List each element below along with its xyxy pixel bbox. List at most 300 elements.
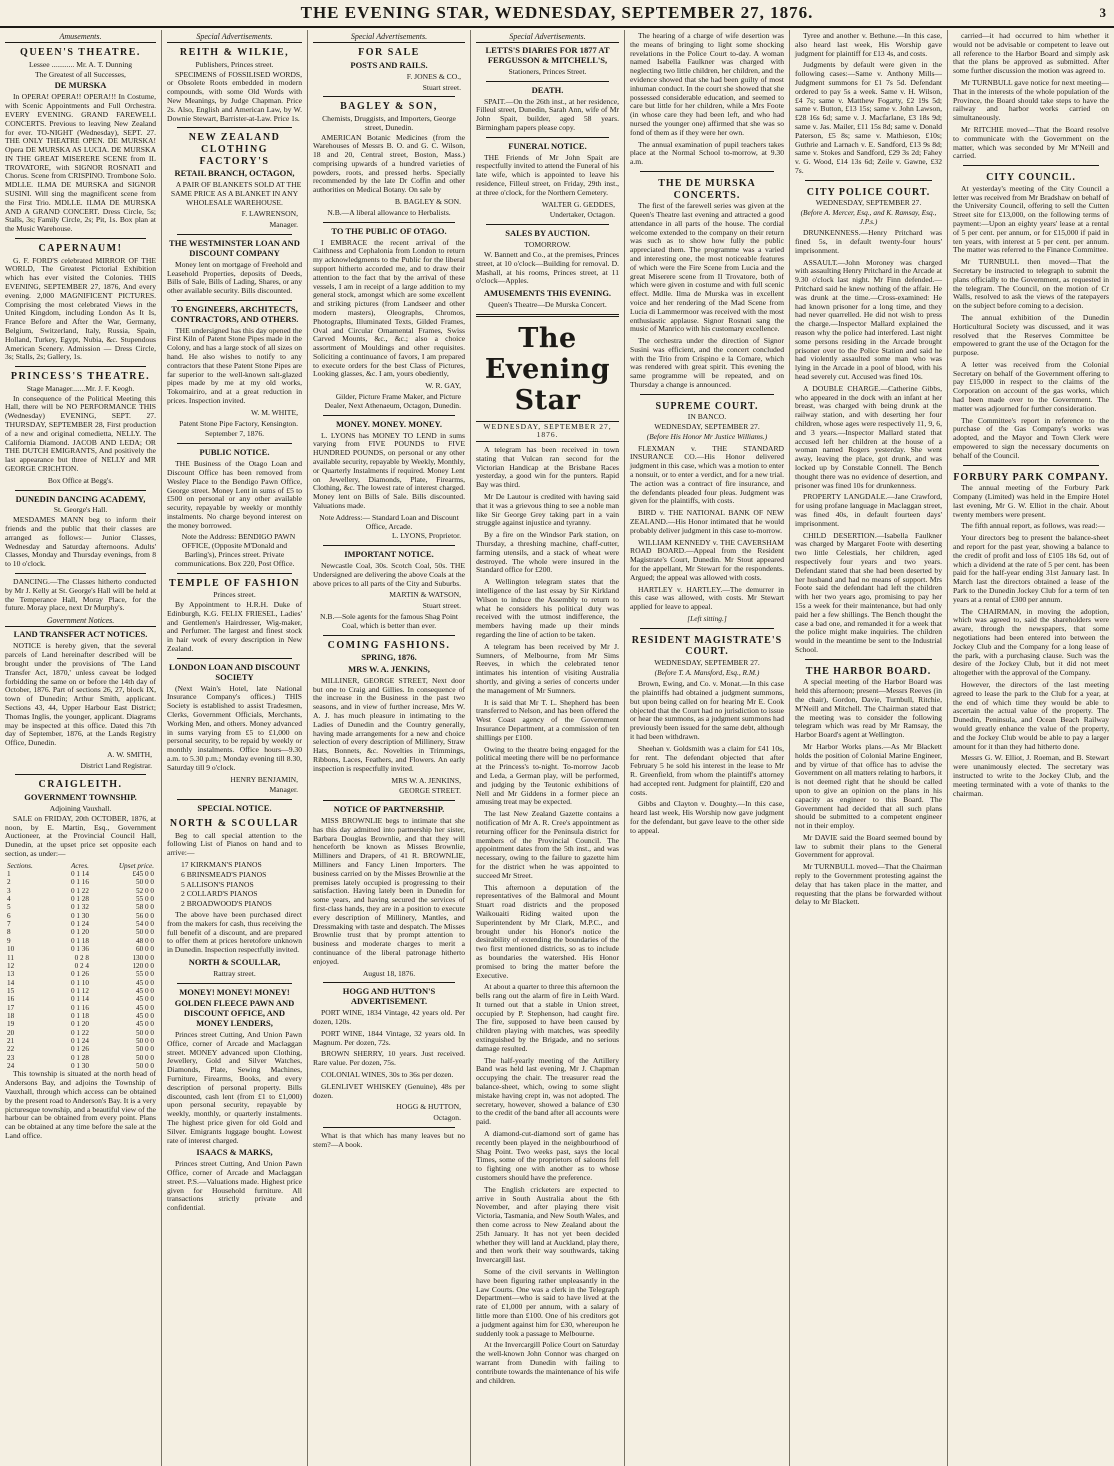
ad-heading: GOLDEN FLEECE PAWN AND DISCOUNT OFFICE, AND MONEY LENDERS, bbox=[174, 998, 295, 1029]
table-cell: 9 bbox=[7, 936, 11, 945]
ad-body: THE Business of the Otago Loan and Discount Office has been removed from Wesley Place to the Bendigo Pawn Office, George street. Money Lent in sums of £5 to £500 on personal or any other available security, repayable by weekly or monthly instalments. No charge beyond interest on the money borrowed. bbox=[167, 459, 302, 530]
divider bbox=[486, 137, 609, 138]
news-paragraph: Mr TURNBULL then moved—That the Secretary be instructed to telegraph to submit the plans officially to the Government, as requested in the telegram. The Council, on the motion of Cr Walls, resolved to ask the views of the ratepayers on the subject before coming to a decision. bbox=[953, 257, 1109, 311]
ad-body: By Appointment to H.R.H. Duke of Edinburgh, K.G. FELIX FRIESEL, Ladies' and Gentlemen's Hairdresser, Wig-maker, and Perfumer. The largest and finest stock in hair work of every description in New Zealand. bbox=[167, 600, 302, 654]
table-cell: 0 1 20 bbox=[70, 1020, 89, 1029]
column-3 bbox=[308, 30, 471, 1466]
table-cell: 54 0 0 bbox=[136, 920, 154, 929]
nameplate: The Evening Star bbox=[484, 322, 611, 417]
report-heading: SUPREME COURT. bbox=[655, 400, 759, 412]
news-paragraphs bbox=[795, 678, 942, 907]
signature: MARTIN & WATSON, bbox=[389, 590, 461, 600]
table-cell: 0 1 28 bbox=[70, 895, 89, 904]
table-body bbox=[5, 870, 156, 1070]
news-paragraph: PORT WINE, 1844 Vintage, 32 years old. In Magnum. Per dozen, 72s. bbox=[313, 1028, 465, 1047]
table-cell: 0 1 20 bbox=[70, 928, 89, 937]
divider bbox=[323, 982, 455, 983]
news-paragraphs bbox=[630, 445, 784, 612]
news-paragraph: HARTLEY v. HARTLEY.—The demurrer in this case was allowed, with costs. Mr Stewart applied for leave to appeal. bbox=[630, 584, 784, 612]
ad-body: THE undersigned has this day opened the First Kiln of Patent Stone Pipes made in the Colony, and has a large stock of all sizes on hand. He also wishes to notify to any contractors that these Patent Stone Pipes are far superior to the well-known salt-glazed pipes made by me at my old works, Tokomairiro, and at a great reduction in prices. Inspection invited. bbox=[167, 325, 302, 406]
news-paragraph: A DOUBLE CHARGE.—Catherine Gibbs, who appeared in the dock with an infant at her breast, was charged with being drunk at the railway station, and with deserting her four children, whose ages were respectively 11, 9, 6, and 3 years.—Inspector Mallard stated that accused left her children at the house of a woman named Rogers yesterday. She went away, leaving the place, got drunk, and was locked up by Constable Connell. The Bench thought there was no evidence of desertion, and prisoner was fined 10s for drunkenness. bbox=[795, 383, 942, 490]
news-paragraph: Mr De Lautour is credited with having said that it was a grievous thing to see a noble man like Sir George Grey taking part in a vain struggle against injustice and tyranny. bbox=[476, 492, 619, 528]
table-row bbox=[5, 937, 156, 945]
table-cell: 50 0 0 bbox=[136, 1028, 154, 1037]
table-cell: 20 bbox=[7, 1028, 15, 1037]
table-cell: 130 0 0 bbox=[132, 953, 154, 962]
ad-heading: THE WESTMINSTER LOAN AND DISCOUNT COMPANY bbox=[169, 238, 300, 258]
news-paragraph: Mr DAVIE said the Board seemed bound by law to submit their plans to the General Government for approval. bbox=[795, 832, 942, 860]
signature: District Land Registrar. bbox=[80, 760, 152, 770]
news-paragraph: PROPERTY LANGDALE.—Jane Crawford, for using profane language in Maclaggan street, was fined 40s, in default fourteen days' imprisonment. bbox=[795, 492, 942, 528]
report-note: (Before T. A. Mansford, Esq., R.M.) bbox=[654, 667, 760, 677]
news-paragraph: The annual exhibition of the Dunedin Horticultural Society was discussed, and it was resolved that the Reserves Committee be empowered to grant the use of the Octagon for the purpose. bbox=[953, 312, 1109, 358]
ad-line: Stationers, Princes Street. bbox=[508, 66, 587, 76]
news-paragraph: The orchestra under the direction of Signor Susini was efficient, and the concert concluded with the Trio from Crispino e la Comare, which was rendered with great spirit. This evening the same programme will be repeated, and on Thursday a change is announced. bbox=[630, 336, 784, 390]
ad-line: N.B.—Sole agents for the famous Shag Point Coal, which is better than ever. bbox=[320, 611, 458, 630]
signature: Stuart street. bbox=[422, 601, 461, 611]
news-paragraph: Messrs G. W. Elliot, J. Roeman, and B. Stewart were unanimously elected. The secretary was instructed to write to the Jockey Club, and the meeting terminated with a vote of thanks to the chairman. bbox=[953, 753, 1109, 798]
news-paragraph: The half-yearly meeting of the Artillery Band was held last evening, Mr J. Chapman occupying the chair. The treasurer read the balance-sheet, which, owing to some slight mistake having crept in, was not adopted. The secretary, however, showed a balance of £30 to the credit of the band after all accounts were paid. bbox=[476, 1055, 619, 1127]
table-row bbox=[5, 1012, 156, 1020]
table-cell: 17 bbox=[7, 1003, 15, 1012]
news-paragraphs bbox=[953, 185, 1109, 461]
table-cell: 0 1 22 bbox=[70, 1028, 89, 1037]
table-row bbox=[5, 1054, 156, 1062]
table-row bbox=[5, 954, 156, 962]
signature: Patent Stone Pipe Factory, Kensington. bbox=[179, 418, 298, 428]
ad-heading: PUBLIC NOTICE. bbox=[199, 447, 270, 458]
news-paragraph: The English cricketers are expected to arrive in South Australia about the 6th November, and after playing there visit Victoria, Tasmania, and New South Wales, and then come across to New Zealand about the 25th January. It has not yet been decided whether they will land at Auckland, play there, and then work their way southwards, taking Invercargill last. bbox=[476, 1184, 619, 1265]
section-heading: Government Notices. bbox=[5, 616, 156, 627]
table-cell: 15 bbox=[7, 986, 15, 995]
table-cell: 0 1 18 bbox=[70, 1011, 89, 1020]
section-heading: Amusements. bbox=[5, 32, 156, 43]
table-cell: 60 0 0 bbox=[136, 945, 154, 954]
divider bbox=[15, 366, 146, 367]
news-paragraph: The hearing of a charge of wife desertion was the means of bringing to light some shocking revelations in the Police Court to-day. A woman named Isabella Faulkner was charged with neglecting two little children, her children, and the evidence showed that she had been guilty of most inhuman conduct. In the court she showed that she possessed considerable education, and seemed to care but little for her children, while a Mrs Foote (in whose care they had been left, and who had nursed the younger one) affirmed that she was so fond of them as if they were her own. bbox=[630, 31, 784, 137]
table-cell: 0 1 14 bbox=[70, 870, 89, 879]
report-note: (Before His Honor Mr Justice Williams.) bbox=[646, 432, 768, 442]
table-cell: 0 1 16 bbox=[70, 1003, 89, 1012]
news-paragraph: PORT WINE, 1834 Vintage, 42 years old. Per dozen, 120s. bbox=[313, 1008, 465, 1026]
ad-heading: QUEEN'S THEATRE. bbox=[20, 47, 141, 59]
divider bbox=[486, 81, 609, 82]
news-paragraph: Tyree and another v. Bethune.—In this case, also heard last week, His Worship gave judgment for plaintiff for £13 4s, and costs. bbox=[795, 31, 942, 58]
ad-line: Princes street. bbox=[213, 590, 256, 600]
divider bbox=[963, 465, 1099, 466]
table-cell: 12 bbox=[7, 961, 15, 970]
column-4 bbox=[471, 30, 625, 1466]
report-date: WEDNESDAY, SEPTEMBER 27. bbox=[815, 198, 922, 208]
table-row bbox=[5, 878, 156, 886]
signature: A. W. SMITH, bbox=[107, 749, 152, 759]
news-paragraph: DRUNKENNESS.—Henry Pritchard was fined 5s, in default twenty-four hours' imprisonment. bbox=[795, 228, 942, 255]
masthead-title: THE EVENING STAR, WEDNESDAY, SEPTEMBER 27, 1876. bbox=[300, 3, 814, 22]
ad-heading: NEW ZEALAND CLOTHING FACTORY'S bbox=[188, 132, 281, 167]
table-cell: 0 1 12 bbox=[70, 986, 89, 995]
table-cell: 0 1 32 bbox=[70, 903, 89, 912]
divider bbox=[640, 394, 774, 395]
divider bbox=[323, 415, 455, 416]
news-paragraph: FLEXMAN v. THE STANDARD INSURANCE CO.—His Honor delivered judgment in this case, which was a motion to enter a nonsuit, or to enter a verdict, and for a new trial. The action was a contract of fire insurance, and the defendants pleaded four pleas. Judgment was given for the plaintiffs, with costs. bbox=[630, 443, 784, 506]
table-row bbox=[5, 920, 156, 928]
ad-body: G. F. FORD'S celebrated MIRROR OF THE WORLD, The Greatest Pictorial Exhibition which has ever visited the Colonies. THIS EVENING, SEPTEMBER 27, 1876, And every evening. 2,000 MAGNIFICENT PICTURES. Comprising the most celebrated Views in the United Kingdom, including London As It Is, France Before and After the War, Germany, Belgium, Switzerland, Italy, Russia, Spain, Holland, Turkey, Egypt, Nubia, &c. Stupendous American Scenery. Admission — Dress Circle, 3s; Stalls, 2s; Gallery, 1s. bbox=[5, 255, 156, 362]
divider bbox=[640, 628, 774, 629]
page-number: 3 bbox=[1099, 5, 1106, 20]
ad-heading: MONEY! MONEY! MONEY! bbox=[179, 986, 290, 997]
table-cell: 55 0 0 bbox=[136, 970, 154, 979]
ad-subheading: POSTS AND RAILS. bbox=[350, 59, 428, 70]
divider bbox=[486, 224, 609, 225]
table-cell: 0 2 8 bbox=[74, 953, 89, 962]
table-header bbox=[5, 862, 156, 870]
news-paragraph: Mr RITCHIE moved—That the Board resolve to communicate with the Government on the matter, which was seconded by Mr M'Neill and carried. bbox=[953, 124, 1109, 161]
table-row bbox=[5, 870, 156, 878]
news-paragraphs bbox=[630, 202, 784, 390]
divider bbox=[177, 127, 292, 128]
ad-heading: IMPORTANT NOTICE. bbox=[344, 549, 434, 560]
notice-body: SPAIT.—On the 26th inst., at her residence, Filleul street, Dunedin, Sarah Ann, wife of Mr John Spait, builder, aged 58 years. Birmingham papers please copy. bbox=[476, 96, 619, 133]
news-paragraphs bbox=[953, 484, 1109, 798]
notice-heading: DEATH. bbox=[531, 84, 564, 95]
table-cell: 16 bbox=[7, 995, 15, 1004]
divider bbox=[323, 222, 455, 223]
table-row bbox=[5, 945, 156, 953]
signature: HENRY BENJAMIN, bbox=[230, 774, 298, 784]
signature: F. LAWRENSON, bbox=[241, 209, 298, 219]
news-paragraph: BROWN SHERRY, 10 years. Just received. Rare value. Per dozen, 75s. bbox=[313, 1049, 465, 1068]
table-cell: 21 bbox=[7, 1036, 15, 1045]
notice-heading: LAND TRANSFER ACT NOTICES. bbox=[13, 629, 148, 640]
signature: Gilder, Picture Frame Maker, and Picture Dealer, Next Athenaeum, Octagon, Dunedin. bbox=[324, 392, 461, 410]
list-item: 2 BROADWOOD'S PIANOS bbox=[181, 899, 272, 909]
ad-line: September 7, 1876. bbox=[204, 429, 265, 439]
ad-line: Note Address:— Standard Loan and Discount Office, Arcade. bbox=[319, 512, 459, 531]
list-item: 6 BRINSMEAD'S PIANOS bbox=[181, 869, 267, 879]
signature: HOGG & HUTTON, bbox=[396, 1102, 461, 1112]
news-paragraph: By a fire on the Windsor Park station, on Thursday, a threshing machine, chaff-cutter, farming utensils, and a stack of wheat were destroyed. The whole were insured in the Standard office for £200. bbox=[476, 530, 619, 575]
news-paragraphs bbox=[476, 446, 619, 1385]
news-paragraph: A Wellington telegram states that the intelligence of the last essay by Sir Kirkland Wilson to induce the Assembly to return to what he considers his political duty was received with the utmost indifference, the members having made up their minds regarding the line of action to be taken. bbox=[476, 577, 619, 640]
ad-body: Note the Address: BENDIGO PAWN OFFICE, (Opposite M'Donald and Barling's), Princes street. Private communications. Box 220, Post Office. bbox=[174, 532, 296, 568]
notice-subheading: GOVERNMENT TOWNSHIP. bbox=[24, 792, 137, 803]
signature: GEORGE STREET. bbox=[399, 786, 461, 796]
news-paragraph: Sheehan v. Goldsmith was a claim for £41 10s, for rent. The defendant objected that after February 5 he sold his interest in the lease to Mr R. Greenfield, from whom the plaintiff's attorney had accepted rent. Judgment for plaintiff, £20 and costs. bbox=[630, 743, 784, 797]
table-cell: 50 0 0 bbox=[136, 1045, 154, 1054]
table-cell: 0 1 24 bbox=[70, 1036, 89, 1045]
ad-heading: TEMPLE OF FASHION bbox=[168, 577, 301, 589]
divider bbox=[323, 635, 455, 636]
ad-heading: HOGG AND HUTTON'S ADVERTISEMENT. bbox=[342, 986, 436, 1007]
report-heading: THE DE MURSKA CONCERTS. bbox=[658, 177, 756, 201]
report-heading: RESIDENT MAGISTRATE'S COURT. bbox=[631, 634, 783, 658]
news-paragraph: The fifth annual report, as follows, was read:— bbox=[961, 521, 1106, 531]
signature: Manager. bbox=[269, 220, 298, 230]
table-cell: 50 0 0 bbox=[136, 1061, 154, 1070]
ad-heading: PRINCESS'S THEATRE. bbox=[10, 371, 151, 383]
ad-body: AMERICAN Botanic Medicines (from the Warehouses of Messrs B. O. and G. C. Wilson, 18 and 20, Central street, Boston, Mass.) comprising upwards of a hundred varieties of powders, roots, and pressed herbs. Specially recommended by the late Dr Coffin and other authorities on Medical Botany. On sale by bbox=[313, 132, 465, 195]
notice-heading: AMUSEMENTS THIS EVENING. bbox=[483, 288, 612, 299]
divider bbox=[323, 1127, 455, 1128]
table-cell: 50 0 0 bbox=[136, 1053, 154, 1062]
divider bbox=[323, 96, 455, 97]
ad-body: (Next Wain's Hotel, late National Insurance Company's offices.) THIS Society is established to assist Tradesmen, Clerks, Government Officials, Merchants, Working Men, and others. Money advanced in sums varying from £5 to £1,000 on personal security, to be repaid by weekly or monthly instalments. Office hours—9.30 a.m. to 5.30 p.m.; Monday evening till 8.30, Saturday till 9 o'clock. bbox=[167, 683, 302, 772]
ad-line: Lessee ............ Mr. A. T. Dunning bbox=[28, 59, 133, 69]
ad-line: Adjoining Vauxhall. bbox=[49, 803, 112, 813]
report-date: WEDNESDAY, SEPTEMBER 27. bbox=[654, 657, 760, 667]
divider bbox=[805, 180, 932, 181]
ad-heading: FOR SALE bbox=[358, 47, 420, 59]
ad-body: Beg to call special attention to the following List of Pianos on hand and to arrive:— bbox=[167, 830, 302, 858]
notice-body: THE Friends of Mr John Spait are respectfully invited to attend the Funeral of his late wife, which is appointed to leave his residence, Filleul street, on Friday, 29th inst., at three o'clock, for the Northern Cemetery. bbox=[476, 152, 619, 197]
table-cell: 22 bbox=[7, 1045, 15, 1054]
news-paragraph: The Committee's report in reference to the purchase of the Gas Company's works was adopted, and the Mayor and Town Clerk were empowered to sign the necessary documents on behalf of the Council. bbox=[953, 415, 1109, 460]
report-date: WEDNESDAY, SEPTEMBER 27. bbox=[654, 422, 760, 432]
ad-line: TOMORROW. bbox=[524, 240, 571, 250]
table-cell: 50 0 0 bbox=[136, 928, 154, 937]
news-paragraph: Your directors beg to present the balance-sheet and report for the past year, showing a balance to the credit of profit and loss of £105 18s 6d, out of which a dividend at the rate of 5 per cent. has been paid for the half-year ending 31st January last. In March last the directors obtained a lease of the Park to the Dunedin Jockey Club for a term of ten years at a rental of £300 per annum. bbox=[953, 533, 1109, 604]
column-5 bbox=[625, 30, 790, 1466]
news-paragraph: At the Invercargill Police Court on Saturday the well-known John Connor was charged on warrant from Dunedin with failing to contribute towards the maintenance of his wife and children. bbox=[476, 1340, 619, 1385]
signature: F. JONES & CO., bbox=[406, 71, 461, 81]
news-paragraph: Some of the civil servants in Wellington have been figuring rather unpleasantly in the Law Courts. One was a clerk in the Telegraph Department—who is said to have lived at the rate of £1,000 per annum, with a salary of little more than £100. One of his creditors got a judgment against him for £30, whereupon he suddenly took a passage to Melbourne. bbox=[476, 1267, 619, 1338]
ad-body: DANCING.—The Classes hitherto conducted by Mr J. Kelly at St. George's Hall will be held at the Temperance Hall, Moray Place, for the future. Moray place, next Dr Murphy's. bbox=[5, 577, 156, 613]
news-paragraph: The CHAIRMAN, in moving the adoption, which was agreed to, said the shareholders were aware, through the newspapers, that some negotiations had been entered into between the Jockey Club and the Company for a long lease of the park, with a purchasing clause. Such was the desire of the Jockey Club, but it did not meet altogether with the approval of the Company. bbox=[953, 606, 1109, 678]
dateline: WEDNESDAY, SEPTEMBER 27, 1876. bbox=[476, 421, 619, 442]
ad-heading: CAPERNAUM! bbox=[38, 243, 123, 255]
table-cell: 19 bbox=[7, 1020, 15, 1029]
divider bbox=[15, 774, 146, 775]
divider bbox=[177, 658, 292, 659]
ad-heading: NORTH & SCOULLAR, bbox=[188, 956, 281, 967]
notice-body: W. Bannett and Co., at the premises, Princes street, at 10 o'clock—Building for removal. D. Mashall, at his rooms, Princes street, at 11 o'clock—Apples. bbox=[476, 249, 619, 286]
table-cell: 0 1 14 bbox=[70, 995, 89, 1004]
news-paragraph: carried—it had occurred to him whether it would not be advisable or competent to leave out all reference to the Harbor Board and simply ask that the plans be approved as submitted. After some further discussion the motion was agreed to. bbox=[953, 31, 1109, 76]
table-cell: 0 1 26 bbox=[70, 1045, 89, 1054]
table-cell: 1 bbox=[7, 870, 11, 879]
notice-heading: CRAIGLEITH. bbox=[38, 779, 123, 791]
ad-heading: TO THE PUBLIC OF OTAGO. bbox=[331, 225, 447, 236]
table-cell: 3 bbox=[7, 886, 11, 895]
table-cell: 7 bbox=[7, 920, 11, 929]
table-cell: 24 bbox=[7, 1061, 15, 1070]
column-1 bbox=[0, 30, 162, 1466]
divider bbox=[177, 234, 292, 235]
table-row bbox=[5, 903, 156, 911]
table-cell: 0 1 28 bbox=[70, 1053, 89, 1062]
signature: Octagon. bbox=[433, 1113, 461, 1123]
table-row bbox=[5, 912, 156, 920]
table-cell: 2 bbox=[7, 878, 11, 887]
column-header: Sections. bbox=[7, 861, 33, 870]
divider bbox=[323, 800, 455, 801]
table-row bbox=[5, 970, 156, 978]
ad-heading: MONEY. MONEY. MONEY. bbox=[335, 418, 443, 429]
table-cell: 0 1 16 bbox=[70, 878, 89, 887]
signature: WALTER G. GEDDES, bbox=[541, 199, 615, 209]
report-heading: THE HARBOR BOARD. bbox=[805, 665, 932, 677]
notice-heading: SALES BY AUCTION. bbox=[505, 228, 590, 239]
table-cell: 0 1 30 bbox=[70, 911, 89, 920]
table-cell: 45 0 0 bbox=[136, 1011, 154, 1020]
table-cell: 55 0 0 bbox=[136, 895, 154, 904]
ad-body: The above have been purchased direct from the makers for cash, thus receiving the full benefit of a discount, and are prepared to offer them at prices heretofore unknown in Dunedin. Inspection respectfully invited. bbox=[167, 909, 302, 955]
ad-line: Box Office at Begg's. bbox=[47, 475, 114, 485]
ad-heading: NORTH & SCOULLAR bbox=[169, 817, 300, 829]
news-paragraph: Mr TURNBULL gave notice for next meeting—That in the interests of the whole population of the Province, the Board should take steps to have the railway and harbor works carried on simultaneously. bbox=[953, 77, 1109, 123]
wine-list bbox=[313, 1009, 465, 1100]
section-heading: Special Advertisements. bbox=[313, 32, 465, 43]
table-cell: 0 2 4 bbox=[74, 961, 89, 970]
ad-heading: LETTS'S DIARIES FOR 1877 AT FERGUSSON & MITCHELL'S, bbox=[485, 45, 610, 66]
divider bbox=[805, 659, 932, 660]
sections-table bbox=[5, 862, 156, 1071]
news-paragraph: The last New Zealand Gazette contains a notification of Mr A. R. Cree's appointment as returning officer for the Peninsula district for members of the Provincial Council. The appointment dates from the 5th inst., and was necessary, owing to the failure to gazette him for the district when he was appointed to succeed Mr Street. bbox=[476, 809, 619, 880]
notice-body: NOTICE is hereby given, that the several parcels of Land hereinafter described will be brought under the provisions of 'The Land Transfer Act, 1870,' unless caveat be lodged forbidding the same on or before the 14th day of October, 1876. Part of sections 26, 27, block IX, town of Dunedin; Arthur Smith, applicant. Sections 43, 44, Upper Harbour East District; Thomas Inglis, the younger, applicant. Diagrams may be inspected at this office. Dated this 7th day of September, 1876, at the Lands Registry Office, Dunedin. bbox=[5, 641, 156, 748]
table-cell: 5 bbox=[7, 903, 11, 912]
news-paragraph: Gibbs and Clayton v. Doughty.—In this case, heard last week, His Worship now gave judgment for the defendant, but gave leave to the other side to appeal. bbox=[630, 799, 784, 835]
ad-body: Money lent on mortgage of Freehold and Leasehold Properties, deposits of Deeds, Bills of Sale, Bills of Lading, Shares, or any other available security. Bills discounted. bbox=[167, 259, 302, 296]
divider bbox=[323, 545, 455, 546]
table-cell: 45 0 0 bbox=[136, 978, 154, 987]
signature: Manager. bbox=[269, 785, 298, 795]
table-cell: 48 0 0 bbox=[136, 936, 154, 945]
ad-body: Newcastle Coal, 30s. Scotch Coal, 50s. THE Undersigned are delivering the above Coals at the above prices to all parts of the City and Suburbs. bbox=[313, 560, 465, 588]
ad-body: L. LYONS has MONEY TO LEND in sums varying from FIVE POUNDS to FIVE HUNDRED POUNDS, on personal or any other available security, repayable by Weekly, Monthly, or Quarterly Instalments if required. Money Lent on Jewellery, Diamonds, Plate, Firearms, Clothing, &c. The lowest rate of interest charged. Money lent on Bills of Sale. Bills discounted. Valuations made. bbox=[313, 430, 465, 510]
table-row bbox=[5, 895, 156, 903]
signature: Stuart street. bbox=[422, 82, 461, 92]
ad-line: The Greatest of all Successes, bbox=[35, 69, 126, 79]
divider bbox=[15, 490, 146, 491]
news-paragraphs bbox=[630, 32, 784, 167]
news-paragraph: Owing to the theatre being engaged for the political meeting there will be no performance at the Princess's to-night. To-morrow Jacob and Leda, a German play, will be performed, and judging by the Teutonic exhibitions of Nell and Mr Giddens in a former piece an amusing treat may be expected. bbox=[476, 744, 619, 807]
news-paragraph: Brown, Ewing, and Co. v. Monat.—In this case the plaintiffs had obtained a judgment summons, but upon being called on for hearing Mr E. Cook objected that the Court had no jurisdiction to issue or hear the summons, as a judgment summons had previously been issued for the same debt, although it had been withdrawn. bbox=[630, 679, 784, 741]
ad-body: MISS BROWNLIE begs to intimate that she has this day admitted into partnership her sister, Barbara Douglas Brownlie, and that they will henceforth be known as Misses Brownlie, Milliners and Drapers, of 41 R. BROWNLIE, Milliners and Fancy Linen Importers. The business carried on by the Misses Brownlie at the premises lately occupied is progressing to their satisfaction. Having lately been in Dunedin for some years, and having secured the services of first-class hands, they are in a position to execute every description of Millinery, Mantles, and Dressmaking with taste and despatch. The Misses Brownlie trust that by prompt attention to business and moderate charges to merit a continuance of the liberal patronage hitherto enjoyed. bbox=[313, 816, 465, 966]
ad-heading: LONDON LOAN AND DISCOUNT SOCIETY bbox=[168, 661, 301, 682]
news-paragraph: This afternoon a deputation of the representatives of the Balmoral and Mount Stuart road districts and the proposed Waikouaiti Riding waited upon the Superintendent by Mr Clark, M.P.C., and brought under his Honor's notice the desirability of extending the boundaries of the two first mentioned districts, so as to include as boundaries the watershed. His Honor promised to bring the matter before the Executive. bbox=[476, 882, 619, 980]
divider bbox=[963, 165, 1099, 166]
column-2 bbox=[162, 30, 308, 1466]
columns bbox=[0, 30, 1114, 1466]
ad-line: Stage Manager.......Mr. J. F. Keogh. bbox=[26, 383, 135, 393]
table-cell: £45 0 0 bbox=[132, 870, 154, 879]
table-row bbox=[5, 979, 156, 987]
section-heading: Special Advertisements. bbox=[476, 32, 619, 43]
report-note: [Left sitting.] bbox=[687, 613, 727, 623]
news-paragraph: A diamond-cut-diamond sort of game has recently been played in the neighbourhood of Shag Point. Two weeks past, says the local Times, some of the proprietors of saloons fell to fighting one with another as to whose customers should have the preference. bbox=[476, 1129, 619, 1183]
divider bbox=[15, 238, 146, 239]
ad-heading: MRS W. A. JENKINS, bbox=[348, 663, 430, 674]
signature: W. R. GAY, bbox=[425, 381, 461, 391]
table-cell: 23 bbox=[7, 1053, 15, 1062]
signature: W. M. WHITE, bbox=[250, 407, 298, 417]
divider bbox=[640, 171, 774, 172]
column-header: Acres. bbox=[71, 861, 89, 870]
table-row bbox=[5, 1004, 156, 1012]
report-note: (Before A. Mercer, Esq., and K. Ramsay, Esq., J.P.s.) bbox=[800, 208, 937, 226]
ad-heading: REITH & WILKIE, bbox=[179, 47, 290, 59]
news-paragraphs bbox=[795, 229, 942, 654]
ad-body: A PAIR OF BLANKETS SOLD AT THE SAME PRICE AS A BLANKET IN ANY WHOLESALE WAREHOUSE. bbox=[170, 180, 302, 207]
list-item: 5 ALLISON'S PIANOS bbox=[181, 879, 254, 889]
table-row bbox=[5, 987, 156, 995]
ad-line: Rattray street. bbox=[213, 968, 256, 978]
divider bbox=[177, 443, 292, 444]
news-paragraphs bbox=[795, 32, 942, 176]
table-cell: 0 1 30 bbox=[70, 1061, 89, 1070]
news-paragraph: ASSAULT.—John Moroney was charged with assaulting Henry Pritchard in the Arcade at 9.30 o'clock last night. Mr Finn defended.—Pritchard said he knew nothing of the affair. He was drunk at the time.—Cross-examined: He had known prisoner for a long time, and they had never quarrelled. He did not wish to press the charge.—Inspector Mallard explained the reason why the police had interfered. Last night some persons residing in the Arcade brought prisoner over to the Police Station and said he had violently assaulted some man who was lying in the Arcade in a pool of blood, with his head severely cut. Accused was fined 10s. bbox=[795, 257, 942, 382]
news-paragraphs bbox=[630, 680, 784, 836]
table-cell: 11 bbox=[7, 953, 14, 962]
news-paragraph: At about a quarter to three this afternoon the bells rang out the alarm of fire in Leith Ward. It turned out that a stable in Union street, occupied by P. Stephenson, had caught fire. The fire, supposed to have been caused by children playing with matches, was speedily extinguished by the Brigade, and no serious damage resulted. bbox=[476, 982, 619, 1053]
news-paragraph: Judgments by default were given in the following cases:—Same v. Anthony Mills—Judgment summons for £1 7s 5d. Defendant ordered to pay 5s a week. Same v. H. Wilson, £4 7s; same v. Matthew Fogarty, £2 19s 5d; same v. Button, £13 15s; same v. John Lawson, £28 16s 6d; same v. J. Macfarlane, £3 18s 9d; same v. Jas. Mailer, £11 15s 8d; same v. Donald Paterson, £5 8s; same v. Mathieson, £10s; Guthrie and Larnach v. E. Sandford, £13 9s 8d; same v. Stokes and Sandford, £29 3s 2d; Fahey v. G. Wood, £14 13s 6d; Zeile v. Gawne, £32 7s. bbox=[795, 60, 942, 175]
table-cell: 0 1 24 bbox=[70, 920, 89, 929]
divider bbox=[177, 799, 292, 800]
ad-body: In OPERA! OPERA!! OPERA!!! In Costume, with Scenic Appointments and Full Orchestra. EVERY EVENING. GRAND FAREWELL CONCERTS. Previous to leaving New Zealand for ever. TO-NIGHT (Wednesday), SEPT. 27. THE ONLY THEATRE OPEN. DE MURSKA! Opera DE MURSKA AS LUCIA. DE MURSKA IN THE GREAT MISERERE SCENE from IL TROVATORE, with SIGNOR ROSNATI and Chorus. Scene from CRISPINO. Trombone Solo. MDLLE. ILMA DE MURSKA and SIGNOR SUSINI. Will sing the magnificent scene from the First Trio. MDLLE. ILMA DE MURSKA AND A GRAND CONCERT. Dress Circle, 5s; Stalls, 3s; Family Circle, 2s; Pit, 1s. Box plan at the Music Warehouse. bbox=[5, 92, 156, 234]
filler-text: What is that which has many leaves but no stem?—A book. bbox=[313, 1130, 465, 1149]
news-paragraph: However, the directors of the last meeting agreed to lease the park to the Club for a year, at the end of which time they would be able to ascertain the actual value of the property. The Dunedin, Peninsula, and Ocean Beach Railway would greatly enhance the value of the property, and the Jockey Club would be able to pay a larger amount for it than they had hitherto done. bbox=[953, 679, 1109, 751]
table-cell: 0 1 26 bbox=[70, 970, 89, 979]
table-row bbox=[5, 887, 156, 895]
table-cell: 0 1 18 bbox=[70, 936, 89, 945]
news-paragraph: It is said that Mr T. L. Shepherd has been transferred to Nelson, and has been offered the West Coast agency of the Government Insurance Department, at a commission of ten shillings per £100. bbox=[476, 697, 619, 742]
list-item: 17 KIRKMAN'S PIANOS bbox=[181, 859, 262, 869]
news-paragraph: The annual examination of pupil teachers takes place at the Normal School to-morrow, at 9.30 a.m. bbox=[630, 139, 784, 167]
news-paragraph: A special meeting of the Harbor Board was held this afternoon; present—Messrs Reeves (in the chair), Gordon, Davie, Turnbull, Ritchie, M'Neill and Mitchell. The Chairman stated that the meeting was to consider the following telegram which was read by Mr Ramsay, the Harbor Board's agent at Wellington. bbox=[795, 677, 942, 740]
signature: Undertaker, Octagon. bbox=[549, 210, 615, 220]
ad-line: Queen's Theatre—De Murska Concert. bbox=[488, 299, 607, 309]
ad-subheading: SPRING, 1876. bbox=[361, 652, 417, 663]
table-cell: 45 0 0 bbox=[136, 986, 154, 995]
signature: L. LYONS, Proprietor. bbox=[391, 531, 461, 541]
table-row bbox=[5, 1020, 156, 1028]
ad-heading: NOTICE OF PARTNERSHIP. bbox=[333, 804, 445, 815]
table-cell: 18 bbox=[7, 1011, 15, 1020]
ad-line: Chemists, Druggists, and Importers, George street, Dunedin. bbox=[322, 113, 456, 132]
table-row bbox=[5, 928, 156, 936]
divider bbox=[15, 573, 146, 574]
ad-heading: BAGLEY & SON, bbox=[340, 101, 438, 113]
table-row bbox=[5, 1037, 156, 1045]
news-paragraph: Mr TURNBULL moved—That the Chairman reply to the Government protesting against the delay that has taken place in the matter, and requesting that the plans be forwarded without delay to Mr Blackett. bbox=[795, 862, 942, 907]
news-paragraph: COLONIAL WINES, 30s to 36s per dozen. bbox=[321, 1069, 454, 1079]
news-paragraph: BIRD v. THE NATIONAL BANK OF NEW ZEALAND.—His Honor intimated that he would probably deliver judgment in this case to-morrow. bbox=[630, 508, 784, 535]
column-header: Upset price. bbox=[118, 861, 154, 870]
signature: B. BAGLEY & SON. bbox=[394, 197, 461, 207]
column-7 bbox=[948, 30, 1114, 1466]
table-cell: 10 bbox=[7, 945, 15, 954]
news-paragraph: A telegram has been received by Mr J. Sumners, of Melbourne, from Mr Sims Reeves, in which the celebrated tenor intimates his intention of visiting Australia shortly, and giving a series of concerts under the management of Mr Sumners. bbox=[476, 641, 619, 695]
ad-heading: ISAACS & MARKS, bbox=[196, 1147, 273, 1158]
table-cell: 50 0 0 bbox=[136, 878, 154, 887]
ad-line: N.B.—A liberal allowance to Herbalists. bbox=[327, 207, 451, 217]
ad-line: Publishers, Princes street. bbox=[195, 59, 274, 69]
news-paragraph: GLENLIVET WHISKEY (Genuine), 48s per dozen. bbox=[313, 1081, 465, 1100]
ad-body: Princes street Cutting, And Union Pawn Office, corner of Arcade and Maclaggan street. MONEY advanced upon Clothing, Jewellery, Gold and Silver Watches, Diamonds, Plate, Sewing Machines, Furniture, Firearms, Books, and every description of personal property. Bills discounted, cash lent (from £1 to £1,000) upon personal security, repayable by weekly, monthly, or quarterly instalments. The highest price given for old Gold and Silver. Emigrants luggage bought. Lowest rate of interest charged. bbox=[167, 1030, 302, 1145]
ad-heading: COMING FASHIONS. bbox=[327, 639, 451, 651]
ad-body: I EMBRACE the recent arrival of the Caithness and Cephalonia from London to return my acknowledgments to the Public for the liberal support hitherto accorded me, and to draw their attention to the fact that by the arrival of these vessels, I am in receipt of a large addition to my general stock, amongst which are some excellent and striking pictures (from Landseer and other modern masters), Oleographs, Chromos, Photographs, Illuminated Texts, Gilded Frames, Oval and Circular Ornamental Frames, Swiss Carved Mounts, &c., &c.; also a choice assortment of Mouldings and other requisites. Soliciting a continuance of favors, I am prepared to execute orders for the best Class of Pictures, Looking glasses, &c. I am, yours obediently, bbox=[313, 237, 465, 379]
ad-heading: SPECIAL NOTICE. bbox=[197, 803, 272, 814]
divider bbox=[177, 300, 292, 301]
table-cell: 0 1 22 bbox=[70, 886, 89, 895]
table-cell: 45 0 0 bbox=[136, 1020, 154, 1029]
table-cell: 4 bbox=[7, 895, 11, 904]
ad-line: August 18, 1876. bbox=[362, 968, 416, 978]
table-row bbox=[5, 962, 156, 970]
table-cell: 50 0 0 bbox=[136, 1036, 154, 1045]
report-heading: FORBURY PARK COMPANY. bbox=[953, 471, 1109, 483]
ad-heading: DUNEDIN DANCING ACADEMY, bbox=[15, 493, 146, 504]
